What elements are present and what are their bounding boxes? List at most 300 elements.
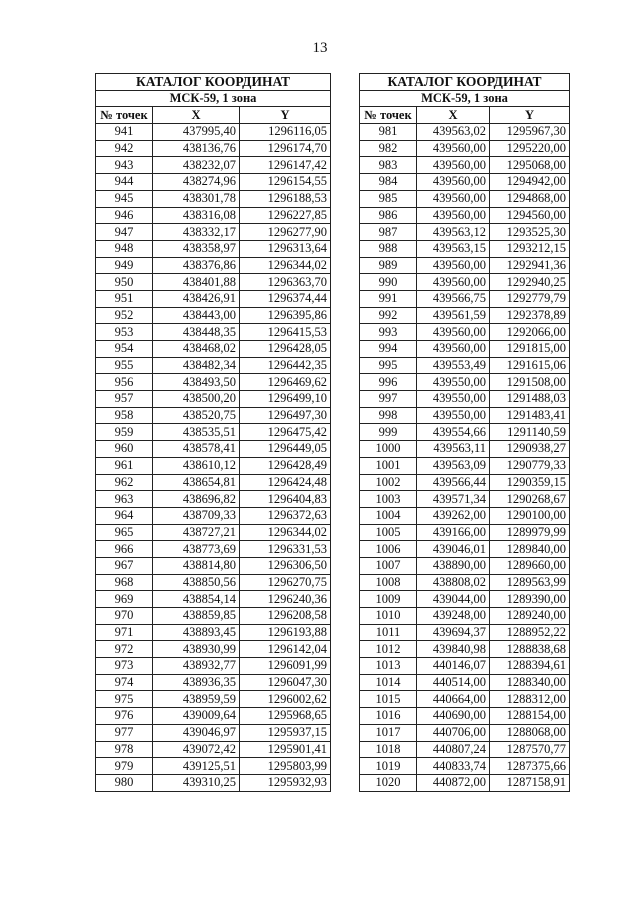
y-coordinate-cell: 1296475,42: [240, 424, 331, 441]
x-coordinate-cell: 438448,35: [153, 324, 240, 341]
y-coordinate-cell: 1289563,99: [490, 574, 570, 591]
table-row: [96, 624, 331, 641]
table-row: [360, 557, 570, 574]
table-row: [360, 207, 570, 224]
x-coordinate-cell: 437995,40: [153, 124, 240, 141]
x-coordinate-cell: 439310,25: [153, 774, 240, 791]
y-coordinate-cell: 1291508,00: [490, 374, 570, 391]
y-coordinate-cell: 1296363,70: [240, 274, 331, 291]
y-coordinate-cell: 1296344,02: [240, 524, 331, 541]
point-number-cell: 983: [360, 157, 417, 174]
x-coordinate-cell: 438232,07: [153, 157, 240, 174]
table-row: [360, 724, 570, 741]
y-coordinate-cell: 1296415,53: [240, 324, 331, 341]
table-row: [360, 507, 570, 524]
x-coordinate-cell: 439563,02: [417, 124, 490, 141]
x-coordinate-cell: 438482,34: [153, 357, 240, 374]
table-row: [360, 641, 570, 658]
point-number-cell: 974: [96, 674, 153, 691]
x-coordinate-cell: 439563,09: [417, 457, 490, 474]
point-number-cell: 976: [96, 708, 153, 725]
catalog-zone: МСК-59, 1 зона: [360, 90, 570, 107]
x-coordinate-cell: 438520,75: [153, 407, 240, 424]
catalog-body-left: [96, 124, 331, 792]
x-coordinate-cell: 439550,00: [417, 374, 490, 391]
x-coordinate-cell: 438401,88: [153, 274, 240, 291]
y-coordinate-cell: 1296208,58: [240, 608, 331, 625]
table-row: [96, 491, 331, 508]
column-header-y: Y: [240, 107, 331, 124]
table-row: [96, 741, 331, 758]
point-number-cell: 1003: [360, 491, 417, 508]
point-number-cell: 977: [96, 724, 153, 741]
x-coordinate-cell: 439125,51: [153, 758, 240, 775]
table-row: [360, 307, 570, 324]
catalog-title: КАТАЛОГ КООРДИНАТ: [360, 74, 570, 91]
point-number-cell: 986: [360, 207, 417, 224]
y-coordinate-cell: 1295803,99: [240, 758, 331, 775]
point-number-cell: 943: [96, 157, 153, 174]
x-coordinate-cell: 438443,00: [153, 307, 240, 324]
x-coordinate-cell: 440706,00: [417, 724, 490, 741]
x-coordinate-cell: 438610,12: [153, 457, 240, 474]
x-coordinate-cell: 438773,69: [153, 541, 240, 558]
x-coordinate-cell: 438893,45: [153, 624, 240, 641]
table-row: [96, 524, 331, 541]
y-coordinate-cell: 1296154,55: [240, 174, 331, 191]
table-row: [360, 324, 570, 341]
table-row: [96, 157, 331, 174]
y-coordinate-cell: 1295968,65: [240, 708, 331, 725]
table-row: [96, 224, 331, 241]
x-coordinate-cell: 438301,78: [153, 190, 240, 207]
y-coordinate-cell: 1296116,05: [240, 124, 331, 141]
y-coordinate-cell: 1296174,70: [240, 140, 331, 157]
point-number-cell: 971: [96, 624, 153, 641]
x-coordinate-cell: 438890,00: [417, 557, 490, 574]
table-row: [360, 674, 570, 691]
x-coordinate-cell: 439560,00: [417, 257, 490, 274]
x-coordinate-cell: 438654,81: [153, 474, 240, 491]
x-coordinate-cell: 440690,00: [417, 708, 490, 725]
y-coordinate-cell: 1288154,00: [490, 708, 570, 725]
point-number-cell: 965: [96, 524, 153, 541]
y-coordinate-cell: 1291815,00: [490, 341, 570, 358]
point-number-cell: 964: [96, 507, 153, 524]
point-number-cell: 968: [96, 574, 153, 591]
point-number-cell: 973: [96, 658, 153, 675]
table-row: [360, 374, 570, 391]
table-row: [96, 674, 331, 691]
x-coordinate-cell: 440146,07: [417, 658, 490, 675]
point-number-cell: 989: [360, 257, 417, 274]
point-number-cell: 992: [360, 307, 417, 324]
point-number-cell: 982: [360, 140, 417, 157]
table-row: [360, 157, 570, 174]
table-row: [96, 641, 331, 658]
table-row: [96, 591, 331, 608]
point-number-cell: 1015: [360, 691, 417, 708]
point-number-cell: 1011: [360, 624, 417, 641]
point-number-cell: 953: [96, 324, 153, 341]
x-coordinate-cell: 439560,00: [417, 190, 490, 207]
point-number-cell: 1005: [360, 524, 417, 541]
point-number-cell: 957: [96, 391, 153, 408]
x-coordinate-cell: 438932,77: [153, 658, 240, 675]
table-row: [96, 474, 331, 491]
y-coordinate-cell: 1296142,04: [240, 641, 331, 658]
y-coordinate-cell: 1294560,00: [490, 207, 570, 224]
table-row: [96, 391, 331, 408]
x-coordinate-cell: 440833,74: [417, 758, 490, 775]
y-coordinate-cell: 1292941,36: [490, 257, 570, 274]
x-coordinate-cell: 439571,34: [417, 491, 490, 508]
table-row: [96, 124, 331, 141]
x-coordinate-cell: 438814,80: [153, 557, 240, 574]
point-number-cell: 969: [96, 591, 153, 608]
point-number-cell: 993: [360, 324, 417, 341]
y-coordinate-cell: 1288312,00: [490, 691, 570, 708]
table-row: [96, 541, 331, 558]
point-number-cell: 978: [96, 741, 153, 758]
y-coordinate-cell: 1296002,62: [240, 691, 331, 708]
y-coordinate-cell: 1290938,27: [490, 441, 570, 458]
column-header-point-number: № точек: [96, 107, 153, 124]
point-number-cell: 947: [96, 224, 153, 241]
x-coordinate-cell: 438709,33: [153, 507, 240, 524]
column-header-x: X: [417, 107, 490, 124]
y-coordinate-cell: 1295932,93: [240, 774, 331, 791]
table-row: [360, 341, 570, 358]
x-coordinate-cell: 439046,01: [417, 541, 490, 558]
point-number-cell: 1020: [360, 774, 417, 791]
table-row: [360, 140, 570, 157]
y-coordinate-cell: 1296372,63: [240, 507, 331, 524]
y-coordinate-cell: 1295901,41: [240, 741, 331, 758]
point-number-cell: 1017: [360, 724, 417, 741]
point-number-cell: 967: [96, 557, 153, 574]
table-row: [360, 774, 570, 791]
point-number-cell: 981: [360, 124, 417, 141]
y-coordinate-cell: 1291488,03: [490, 391, 570, 408]
y-coordinate-cell: 1289840,00: [490, 541, 570, 558]
x-coordinate-cell: 440664,00: [417, 691, 490, 708]
y-coordinate-cell: 1296344,02: [240, 257, 331, 274]
x-coordinate-cell: 438808,02: [417, 574, 490, 591]
y-coordinate-cell: 1294942,00: [490, 174, 570, 191]
table-row: [96, 457, 331, 474]
x-coordinate-cell: 439560,00: [417, 157, 490, 174]
point-number-cell: 1012: [360, 641, 417, 658]
x-coordinate-cell: 439560,00: [417, 174, 490, 191]
point-number-cell: 1016: [360, 708, 417, 725]
point-number-cell: 990: [360, 274, 417, 291]
table-row: [360, 174, 570, 191]
x-coordinate-cell: 439563,12: [417, 224, 490, 241]
table-row: [96, 140, 331, 157]
point-number-cell: 948: [96, 240, 153, 257]
point-number-cell: 959: [96, 424, 153, 441]
y-coordinate-cell: 1287375,66: [490, 758, 570, 775]
x-coordinate-cell: 439072,42: [153, 741, 240, 758]
table-row: [96, 507, 331, 524]
y-coordinate-cell: 1294868,00: [490, 190, 570, 207]
y-coordinate-cell: 1296449,05: [240, 441, 331, 458]
table-row: [96, 174, 331, 191]
coordinate-catalog-right: [359, 73, 570, 792]
x-coordinate-cell: 439563,15: [417, 240, 490, 257]
y-coordinate-cell: 1296497,30: [240, 407, 331, 424]
point-number-cell: 995: [360, 357, 417, 374]
x-coordinate-cell: 438535,51: [153, 424, 240, 441]
table-row: [96, 324, 331, 341]
point-number-cell: 961: [96, 457, 153, 474]
point-number-cell: 994: [360, 341, 417, 358]
y-coordinate-cell: 1296469,62: [240, 374, 331, 391]
table-row: [360, 407, 570, 424]
table-row: [96, 307, 331, 324]
table-row: [360, 424, 570, 441]
y-coordinate-cell: 1296313,64: [240, 240, 331, 257]
page-number: 13: [312, 40, 328, 56]
point-number-cell: 988: [360, 240, 417, 257]
point-number-cell: 1008: [360, 574, 417, 591]
point-number-cell: 987: [360, 224, 417, 241]
x-coordinate-cell: 438316,08: [153, 207, 240, 224]
table-row: [360, 441, 570, 458]
point-number-cell: 962: [96, 474, 153, 491]
x-coordinate-cell: 439553,49: [417, 357, 490, 374]
y-coordinate-cell: 1296428,49: [240, 457, 331, 474]
point-number-cell: 963: [96, 491, 153, 508]
table-row: [96, 608, 331, 625]
y-coordinate-cell: 1288340,00: [490, 674, 570, 691]
point-number-cell: 966: [96, 541, 153, 558]
point-number-cell: 944: [96, 174, 153, 191]
x-coordinate-cell: 438854,14: [153, 591, 240, 608]
x-coordinate-cell: 438930,99: [153, 641, 240, 658]
y-coordinate-cell: 1296188,53: [240, 190, 331, 207]
x-coordinate-cell: 439840,98: [417, 641, 490, 658]
point-number-cell: 1013: [360, 658, 417, 675]
point-number-cell: 946: [96, 207, 153, 224]
table-row: [96, 724, 331, 741]
point-number-cell: 941: [96, 124, 153, 141]
point-number-cell: 949: [96, 257, 153, 274]
x-coordinate-cell: 440872,00: [417, 774, 490, 791]
y-coordinate-cell: 1296442,35: [240, 357, 331, 374]
x-coordinate-cell: 439560,00: [417, 207, 490, 224]
table-row: [96, 240, 331, 257]
x-coordinate-cell: 439566,75: [417, 290, 490, 307]
y-coordinate-cell: 1289979,99: [490, 524, 570, 541]
table-row: [96, 357, 331, 374]
catalog-title: КАТАЛОГ КООРДИНАТ: [96, 74, 331, 91]
y-coordinate-cell: 1289390,00: [490, 591, 570, 608]
x-coordinate-cell: 439563,11: [417, 441, 490, 458]
table-row: [96, 341, 331, 358]
x-coordinate-cell: 439166,00: [417, 524, 490, 541]
x-coordinate-cell: 438578,41: [153, 441, 240, 458]
point-number-cell: 980: [96, 774, 153, 791]
x-coordinate-cell: 438426,91: [153, 290, 240, 307]
y-coordinate-cell: 1292066,00: [490, 324, 570, 341]
point-number-cell: 958: [96, 407, 153, 424]
table-row: [360, 541, 570, 558]
point-number-cell: 1018: [360, 741, 417, 758]
table-row: [96, 407, 331, 424]
y-coordinate-cell: 1295967,30: [490, 124, 570, 141]
y-coordinate-cell: 1295068,00: [490, 157, 570, 174]
x-coordinate-cell: 438696,82: [153, 491, 240, 508]
table-row: [360, 691, 570, 708]
point-number-cell: 1004: [360, 507, 417, 524]
x-coordinate-cell: 439560,00: [417, 274, 490, 291]
table-row: [360, 574, 570, 591]
x-coordinate-cell: 439248,00: [417, 608, 490, 625]
y-coordinate-cell: 1295937,15: [240, 724, 331, 741]
table-row: [360, 290, 570, 307]
point-number-cell: 1002: [360, 474, 417, 491]
y-coordinate-cell: 1293525,30: [490, 224, 570, 241]
point-number-cell: 1001: [360, 457, 417, 474]
y-coordinate-cell: 1288838,68: [490, 641, 570, 658]
x-coordinate-cell: 438959,59: [153, 691, 240, 708]
x-coordinate-cell: 438936,35: [153, 674, 240, 691]
table-row: [360, 524, 570, 541]
point-number-cell: 979: [96, 758, 153, 775]
x-coordinate-cell: 438332,17: [153, 224, 240, 241]
point-number-cell: 996: [360, 374, 417, 391]
table-row: [360, 257, 570, 274]
table-row: [360, 624, 570, 641]
y-coordinate-cell: 1289240,00: [490, 608, 570, 625]
y-coordinate-cell: 1296193,88: [240, 624, 331, 641]
x-coordinate-cell: 438274,96: [153, 174, 240, 191]
y-coordinate-cell: 1290359,15: [490, 474, 570, 491]
point-number-cell: 945: [96, 190, 153, 207]
table-row: [360, 457, 570, 474]
y-coordinate-cell: 1296227,85: [240, 207, 331, 224]
y-coordinate-cell: 1296395,86: [240, 307, 331, 324]
point-number-cell: 997: [360, 391, 417, 408]
point-number-cell: 1019: [360, 758, 417, 775]
point-number-cell: 970: [96, 608, 153, 625]
x-coordinate-cell: 439560,00: [417, 341, 490, 358]
y-coordinate-cell: 1295220,00: [490, 140, 570, 157]
x-coordinate-cell: 440514,00: [417, 674, 490, 691]
y-coordinate-cell: 1288394,61: [490, 658, 570, 675]
point-number-cell: 998: [360, 407, 417, 424]
point-number-cell: 1014: [360, 674, 417, 691]
x-coordinate-cell: 439262,00: [417, 507, 490, 524]
y-coordinate-cell: 1296306,50: [240, 557, 331, 574]
x-coordinate-cell: 439566,44: [417, 474, 490, 491]
table-row: [96, 290, 331, 307]
table-row: [96, 257, 331, 274]
table-row: [96, 708, 331, 725]
y-coordinate-cell: 1296404,83: [240, 491, 331, 508]
y-coordinate-cell: 1291140,59: [490, 424, 570, 441]
table-row: [96, 424, 331, 441]
x-coordinate-cell: 439554,66: [417, 424, 490, 441]
y-coordinate-cell: 1296147,42: [240, 157, 331, 174]
y-coordinate-cell: 1290779,33: [490, 457, 570, 474]
point-number-cell: 984: [360, 174, 417, 191]
point-number-cell: 975: [96, 691, 153, 708]
table-row: [360, 491, 570, 508]
y-coordinate-cell: 1292779,79: [490, 290, 570, 307]
point-number-cell: 1000: [360, 441, 417, 458]
y-coordinate-cell: 1292940,25: [490, 274, 570, 291]
point-number-cell: 985: [360, 190, 417, 207]
y-coordinate-cell: 1296240,36: [240, 591, 331, 608]
point-number-cell: 991: [360, 290, 417, 307]
table-row: [360, 240, 570, 257]
table-row: [360, 608, 570, 625]
table-row: [360, 474, 570, 491]
y-coordinate-cell: 1296091,99: [240, 658, 331, 675]
y-coordinate-cell: 1290268,67: [490, 491, 570, 508]
point-number-cell: 951: [96, 290, 153, 307]
table-row: [96, 774, 331, 791]
y-coordinate-cell: 1296270,75: [240, 574, 331, 591]
point-number-cell: 1006: [360, 541, 417, 558]
y-coordinate-cell: 1296331,53: [240, 541, 331, 558]
x-coordinate-cell: 438358,97: [153, 240, 240, 257]
x-coordinate-cell: 438859,85: [153, 608, 240, 625]
x-coordinate-cell: 439561,59: [417, 307, 490, 324]
point-number-cell: 1007: [360, 557, 417, 574]
x-coordinate-cell: 439009,64: [153, 708, 240, 725]
table-row: [96, 190, 331, 207]
y-coordinate-cell: 1296428,05: [240, 341, 331, 358]
y-coordinate-cell: 1291483,41: [490, 407, 570, 424]
column-header-x: X: [153, 107, 240, 124]
table-row: [360, 357, 570, 374]
y-coordinate-cell: 1296499,10: [240, 391, 331, 408]
x-coordinate-cell: 438136,76: [153, 140, 240, 157]
coordinate-catalog-left: [95, 73, 331, 792]
y-coordinate-cell: 1292378,89: [490, 307, 570, 324]
y-coordinate-cell: 1293212,15: [490, 240, 570, 257]
table-row: [360, 224, 570, 241]
y-coordinate-cell: 1296047,30: [240, 674, 331, 691]
point-number-cell: 952: [96, 307, 153, 324]
column-header-y: Y: [490, 107, 570, 124]
point-number-cell: 960: [96, 441, 153, 458]
point-number-cell: 955: [96, 357, 153, 374]
y-coordinate-cell: 1287570,77: [490, 741, 570, 758]
point-number-cell: 950: [96, 274, 153, 291]
x-coordinate-cell: 439550,00: [417, 407, 490, 424]
x-coordinate-cell: 438493,50: [153, 374, 240, 391]
point-number-cell: 1010: [360, 608, 417, 625]
y-coordinate-cell: 1288952,22: [490, 624, 570, 641]
x-coordinate-cell: 439694,37: [417, 624, 490, 641]
table-row: [360, 741, 570, 758]
table-row: [96, 691, 331, 708]
y-coordinate-cell: 1289660,00: [490, 557, 570, 574]
table-row: [96, 207, 331, 224]
point-number-cell: 1009: [360, 591, 417, 608]
table-row: [360, 190, 570, 207]
table-row: [360, 124, 570, 141]
x-coordinate-cell: 438376,86: [153, 257, 240, 274]
table-row: [96, 557, 331, 574]
y-coordinate-cell: 1296277,90: [240, 224, 331, 241]
x-coordinate-cell: 439560,00: [417, 140, 490, 157]
